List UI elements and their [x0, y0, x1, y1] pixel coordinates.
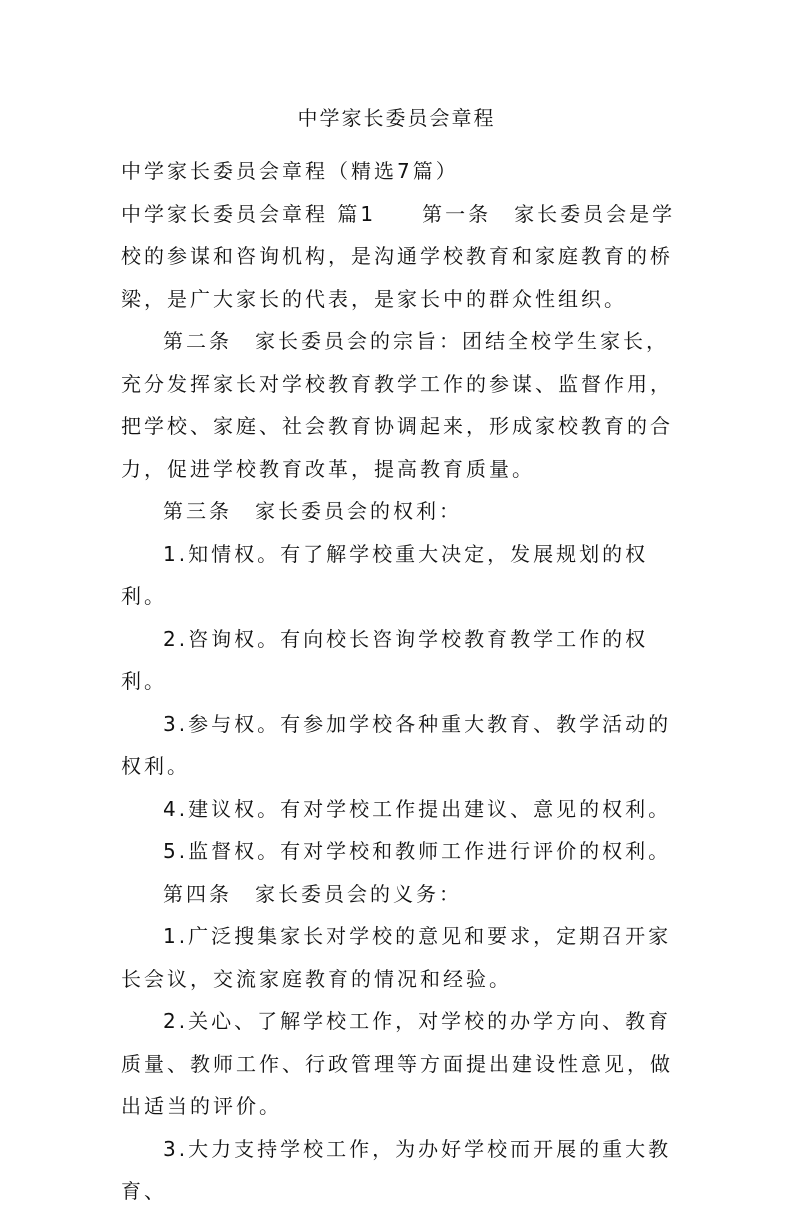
list-item-duty-1: 1.广泛搜集家长对学校的意见和要求，定期召开家长会议，交流家庭教育的情况和经验。: [121, 924, 672, 991]
document-subtitle: 中学家长委员会章程（精选7篇）: [121, 159, 459, 183]
document-title: 中学家长委员会章程: [297, 106, 496, 130]
paragraph-article-4: 第四条 家长委员会的义务：: [163, 881, 462, 906]
list-item-duty-3: 3.大力支持学校工作，为办好学校而开展的重大教育、: [121, 1136, 672, 1203]
list-item-right-1: 1.知情权。有了解学校重大决定，发展规划的权利。: [121, 541, 649, 608]
list-item-right-3: 3.参与权。有参加学校各种重大教育、教学活动的权利。: [121, 711, 672, 778]
paragraph-article-1: 中学家长委员会章程 篇1 第一条 家长委员会是学校的参谋和咨询机构，是沟通学校教育和家庭教育的桥梁，是广大家长的代表，是家长中的群众性组织。: [121, 201, 676, 311]
paragraph-article-3: 第三条 家长委员会的权利：: [163, 499, 462, 523]
document-body: [121, 150, 681, 1213]
list-item-duty-2: 2.关心、了解学校工作，对学校的办学方向、教育质量、教师工作、行政管理等方面提出建设性意见，做出适当的评价。: [121, 1009, 673, 1118]
list-item-right-2: 2.咨询权。有向校长咨询学校教育教学工作的权利。: [121, 626, 649, 693]
list-item-right-4: 4.建议权。有对学校工作提出建议、意见的权利。: [163, 796, 672, 821]
list-item-right-5: 5.监督权。有对学校和教师工作进行评价的权利。: [163, 839, 672, 863]
paragraph-article-2: 第二条 家长委员会的宗旨：团结全校学生家长，充分发挥家长对学校教育教学工作的参谋、监督作用，把学校、家庭、社会教育协调起来，形成家校教育的合力，促进学校教育改革，提高教育质量。: [121, 329, 673, 481]
